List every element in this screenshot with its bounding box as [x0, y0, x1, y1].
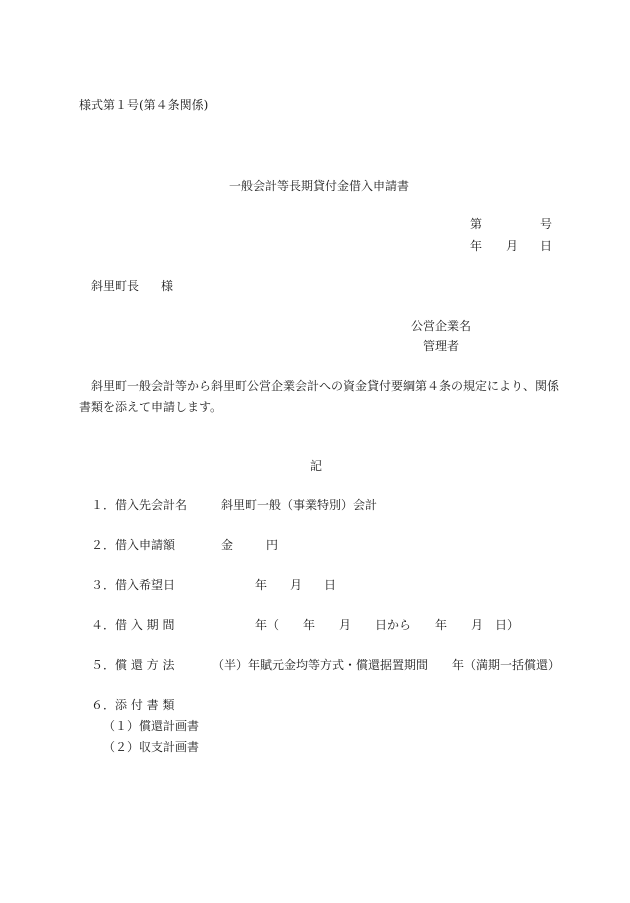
- item-day: 日: [324, 578, 337, 592]
- item-month: 月: [290, 578, 303, 592]
- item-label: ４．借 入 期 間: [91, 618, 175, 632]
- item-label: ３．借入希望日: [91, 578, 176, 592]
- ki-heading: 記: [310, 459, 323, 473]
- applicant-manager: 管理者: [423, 339, 460, 353]
- addressee-name: 斜里町長: [91, 279, 140, 293]
- body-line-1: 斜里町一般会計等から斜里町公営企業会計への資金貸付要綱第４条の規定により、関係: [91, 379, 560, 393]
- body-line-2: 書類を添えて申請します。: [79, 400, 223, 414]
- doc-number-suffix: 号: [540, 217, 553, 231]
- attachment-item: （１）償還計画書: [103, 719, 200, 733]
- item-value: 斜里町一般（事業特別）会計: [221, 498, 378, 512]
- doc-number-prefix: 第: [470, 217, 483, 231]
- item-value-a: 金: [221, 538, 234, 552]
- item-value: （半）年賦元金均等方式・償還据置期間 年（満期一括償還）: [212, 658, 561, 672]
- date-day: 日: [540, 239, 553, 253]
- date-month: 月: [506, 239, 519, 253]
- item-label: ６．添 付 書 類: [91, 698, 175, 712]
- item-value: 年（ 年 月 日から 年 月 日）: [255, 618, 520, 632]
- item-label: １．借入先会計名: [91, 498, 188, 512]
- date-year: 年: [470, 239, 483, 253]
- item-label: ５．償 還 方 法: [91, 658, 175, 672]
- form-id: 様式第１号(第４条関係): [79, 98, 209, 112]
- item-value-b: 円: [266, 538, 279, 552]
- addressee-honorific: 様: [161, 279, 174, 293]
- attachment-item: （２）収支計画書: [103, 740, 200, 754]
- applicant-enterprise: 公営企業名: [411, 319, 472, 333]
- item-year: 年: [255, 578, 268, 592]
- page-title: 一般会計等長期貸付金借入申請書: [229, 179, 410, 193]
- item-label: ２．借入申請額: [91, 538, 176, 552]
